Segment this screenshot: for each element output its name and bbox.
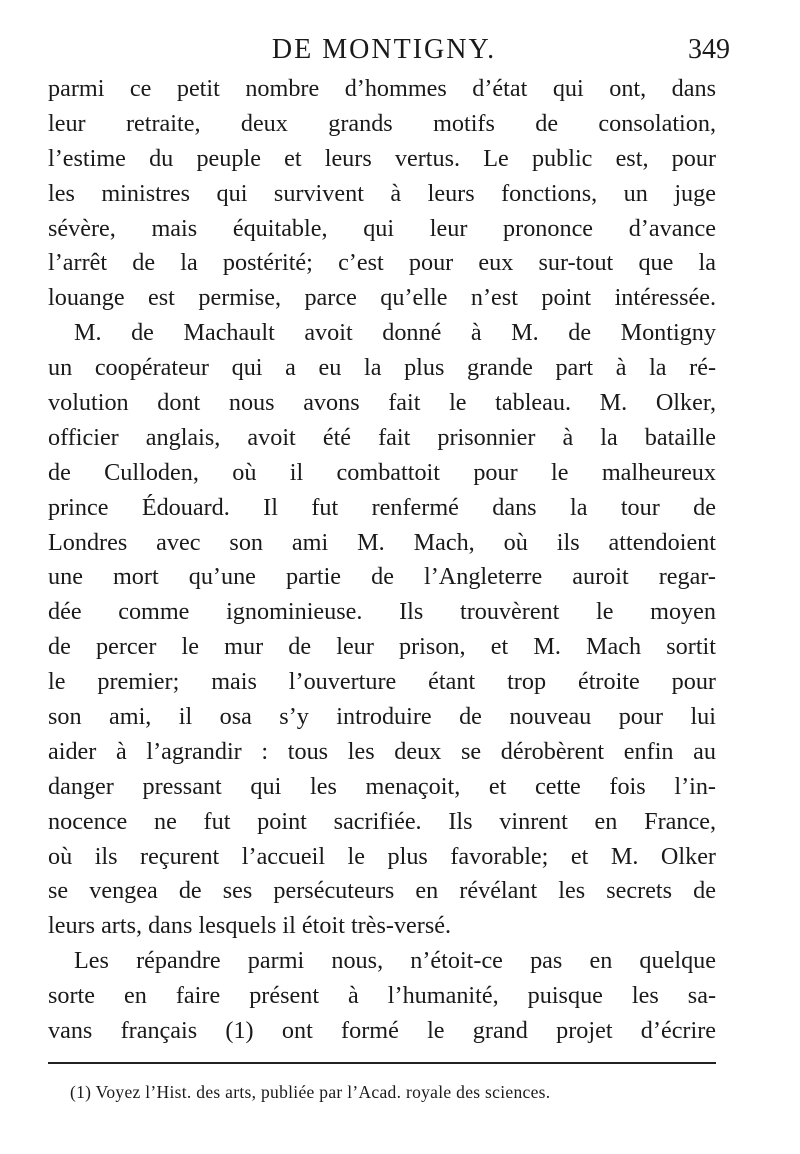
text-line: vans français (1) ont formé le grand projet d’écrire (48, 1017, 716, 1045)
text-line: son ami, il osa s’y introduire de nouveau pour lui (48, 703, 716, 731)
body-text (48, 72, 716, 1049)
text-line: l’arrêt de la postérité; c’est pour eux sur-tout que la (48, 249, 716, 277)
text-line: les ministres qui survivent à leurs fonctions, un juge (48, 179, 716, 207)
text-line: se vengea de ses persécuteurs en révélant les secrets de (48, 877, 716, 905)
text-line: nocence ne fut point sacrifiée. Ils vinrent en France, (48, 807, 716, 835)
text-line: danger pressant qui les menaçoit, et cette fois l’in- (48, 772, 716, 800)
text-line: aider à l’agrandir : tous les deux se dérobèrent enfin au (48, 737, 716, 765)
text-line: parmi ce petit nombre d’hommes d’état qui ont, dans (48, 75, 716, 102)
text-line: un coopérateur qui a eu la plus grande part à la ré- (48, 354, 716, 382)
text-line: prince Édouard. Il fut renfermé dans la tour de (48, 493, 716, 521)
text-line: Les répandre parmi nous, n’étoit-ce pas en quelque (74, 947, 716, 975)
page-number: 349 (688, 34, 730, 65)
text-line: sévère, mais équitable, qui leur prononce d’avance (48, 214, 716, 242)
text-line: leur retraite, deux grands motifs de consolation, (48, 109, 716, 137)
text-line: de percer le mur de leur prison, et M. Mach sortit (48, 633, 716, 661)
text-line: l’estime du peuple et leurs vertus. Le public est, pour (48, 144, 716, 172)
text-line: louange est permise, parce qu’elle n’est point intéressée. (48, 284, 716, 312)
running-title: DE MONTIGNY. (271, 34, 497, 65)
text-line: dée comme ignominieuse. Ils trouvèrent le moyen (48, 598, 716, 626)
text-line: volution dont nous avons fait le tableau. M. Olker, (48, 389, 716, 417)
text-line: une mort qu’une partie de l’Angleterre auroit regar- (48, 563, 716, 591)
text-line: où ils reçurent l’accueil le plus favorable; et M. Olker (48, 842, 716, 870)
text-line: de Culloden, où il combattoit pour le malheureux (48, 458, 716, 486)
footnote: (1) Voyez l’Hist. des arts, publiée par l’Acad. royale des sciences. (70, 1082, 551, 1102)
text-line: leurs arts, dans lesquels il étoit très-versé. (48, 912, 452, 940)
page-header (48, 30, 730, 74)
text-line: le premier; mais l’ouverture étant trop étroite pour (48, 668, 716, 696)
text-line: M. de Machault avoit donné à M. de Montigny (74, 319, 716, 347)
text-line: sorte en faire présent à l’humanité, puisque les sa- (48, 982, 716, 1010)
footnote-rule (48, 1062, 716, 1064)
text-line: officier anglais, avoit été fait prisonnier à la bataille (48, 423, 716, 451)
text-line: Londres avec son ami M. Mach, où ils attendoient (48, 528, 716, 556)
